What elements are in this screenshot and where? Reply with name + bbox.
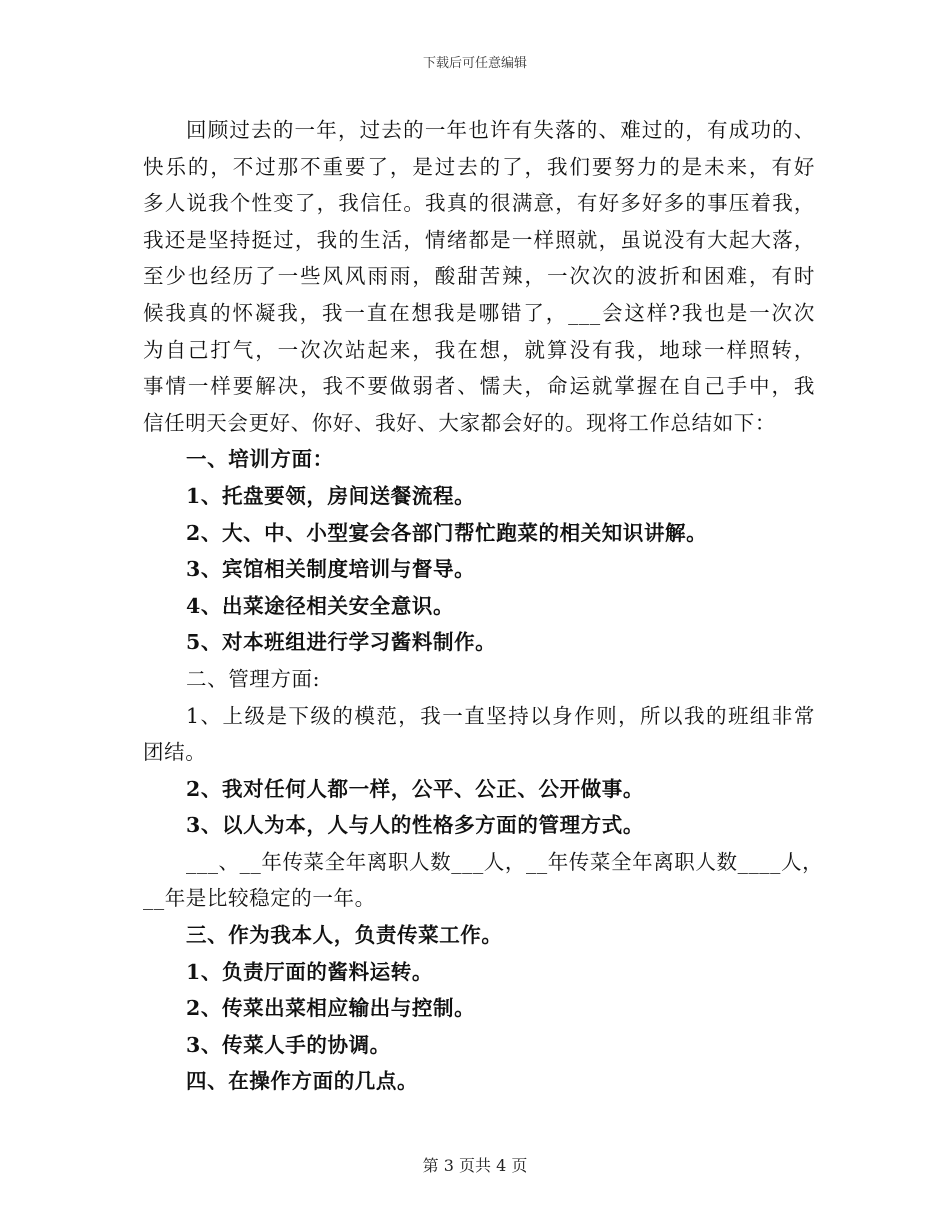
paragraph-line: 事情一样要解决，我不要做弱者、懦夫，命运就掌握在自己手中，我 — [143, 374, 815, 399]
list-item-continuation: 团结。 — [143, 740, 207, 765]
page-header: 下载后可任意编辑 — [422, 56, 527, 71]
paragraph-line: ___、__年传菜全年离职人数___人，__年传菜全年离职人数____人， — [186, 849, 824, 874]
list-item: 2、大、中、小型宴会各部门帮忙跑菜的相关知识讲解。 — [186, 520, 708, 545]
paragraph-line: 回顾过去的一年，过去的一年也许有失落的、难过的，有成功的、 — [186, 118, 815, 142]
paragraph-line: 我还是坚持挺过，我的生活，情绪都是一样照就，虽说没有大起大落， — [143, 227, 815, 252]
list-item: 1、上级是下级的模范，我一直坚持以身作则，所以我的班组非常 — [186, 703, 815, 728]
list-item: 4、出菜途径相关安全意识。 — [186, 593, 455, 618]
page-footer: 第 3 页共 4 页 — [422, 1156, 528, 1175]
section-heading: 三、作为我本人，负责传菜工作。 — [186, 923, 503, 948]
list-item: 1、托盘要领，房间送餐流程。 — [186, 483, 476, 508]
list-item: 2、我对任何人都一样，公平、公正、公开做事。 — [186, 776, 644, 801]
list-item: 3、传菜人手的协调。 — [186, 1032, 391, 1057]
paragraph-line: 多人说我个性变了，我信任。我真的很满意，有好多好多的事压着我， — [143, 191, 815, 216]
section-heading: 一、培训方面： — [186, 447, 334, 472]
list-item: 3、宾馆相关制度培训与督导。 — [186, 557, 476, 582]
document-body — [143, 112, 824, 1100]
paragraph-line: __年是比较稳定的一年。 — [143, 886, 376, 911]
list-item: 2、传菜出菜相应输出与控制。 — [186, 996, 476, 1021]
paragraph-line: 候我真的怀凝我，我一直在想我是哪错了，___会这样?我也是一次次 — [143, 300, 815, 325]
list-item: 1、负责厅面的酱料运转。 — [186, 959, 433, 984]
list-item: 5、对本班组进行学习酱料制作。 — [186, 630, 497, 655]
paragraph-line: 为自己打气，一次次站起来，我在想，就算没有我，地球一样照转， — [143, 337, 815, 362]
section-heading: 二、管理方面: — [186, 666, 321, 691]
paragraph-line: 信任明天会更好、你好、我好、大家都会好的。现将工作总结如下： — [143, 410, 776, 435]
paragraph-line: 快乐的，不过那不重要了，是过去的了，我们要努力的是未来，有好 — [143, 154, 815, 179]
list-item: 3、以人为本，人与人的性格多方面的管理方式。 — [186, 813, 644, 838]
section-heading: 四、在操作方面的几点。 — [186, 1069, 419, 1094]
paragraph-line: 至少也经历了一些风风雨雨，酸甜苦辣，一次次的波折和困难，有时 — [143, 264, 815, 289]
